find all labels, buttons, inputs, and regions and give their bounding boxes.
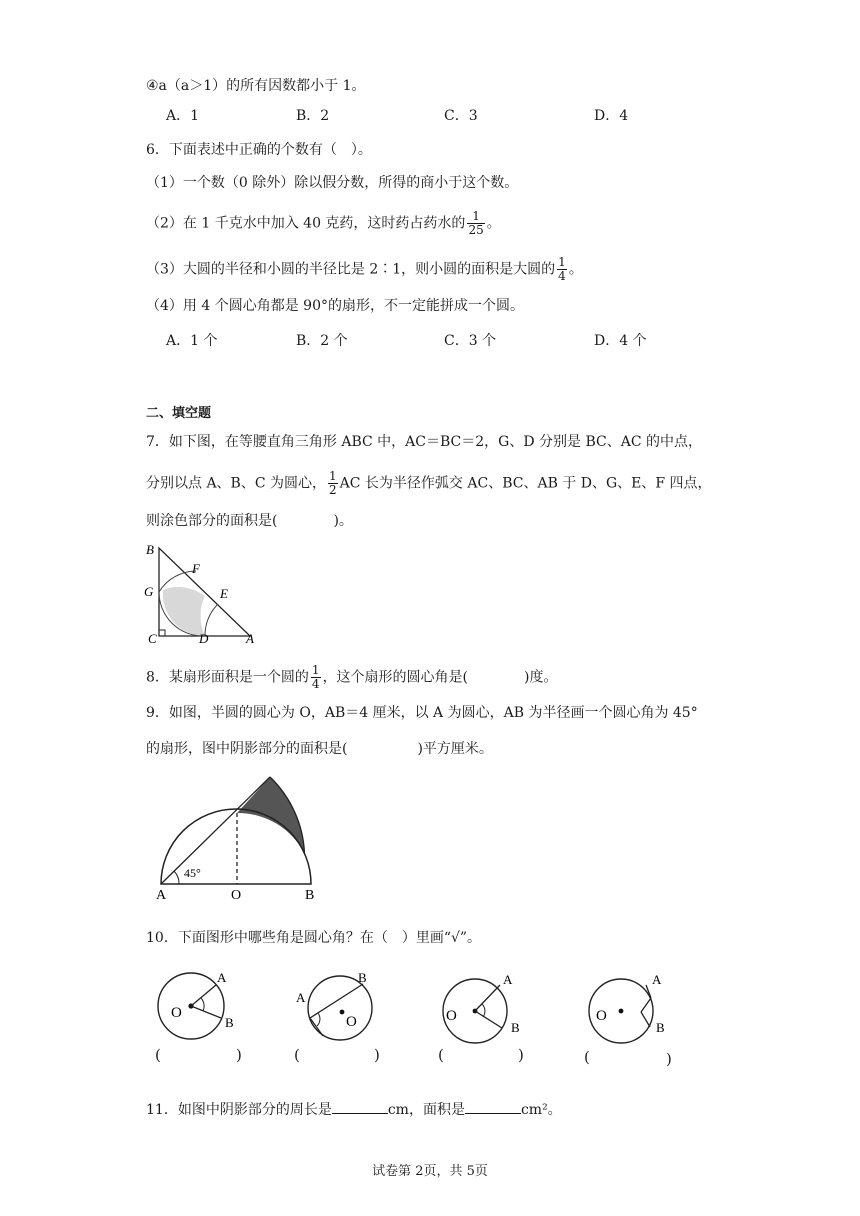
q5-option-c: C．3 — [444, 108, 478, 124]
q9-semicircle-figure — [150, 770, 330, 905]
q6-option-d: D．4 个 — [594, 333, 647, 349]
q5-option-a: A．1 — [166, 108, 200, 124]
svg-text:B: B — [656, 1020, 665, 1035]
angle-label: 45° — [184, 866, 201, 880]
q7-line-2: 分别以点 A、B、C 为圆心， $\frac{1}{2}$ AC 长为半径作弧交 AC、BC、AB 于 D、G、E、F 四点， — [146, 469, 712, 497]
q5-option-d: D．4 — [594, 108, 629, 124]
q5-option-b: B．2 — [296, 108, 330, 124]
radius-line — [161, 777, 270, 884]
answer-paren-1-right: ) — [236, 1046, 242, 1064]
svg-text:B: B — [511, 1020, 520, 1035]
q6-statement-1: （1）一个数（0 除外）除以假分数，所得的商小于这个数。 — [146, 175, 519, 191]
answer-paren-2-left: ( — [294, 1046, 300, 1064]
q7-line-3: 则涂色部分的面积是( )。 — [146, 513, 353, 529]
circle-figure-3 — [443, 972, 520, 1043]
q10-stem: 10．下面图形中哪些角是圆心角？在（ ）里画“√”。 — [146, 930, 482, 946]
label-c: C — [148, 631, 157, 646]
area-blank[interactable] — [465, 1099, 521, 1114]
label-e: E — [220, 586, 228, 601]
q6-statement-2: （2）在 1 千克水中加入 40 克药，这时药占药水的 $\frac{1}{25}$ 。 — [146, 209, 501, 237]
svg-text:B: B — [358, 970, 367, 985]
q6-statement-4: （4）用 4 个圆心角都是 90°的扇形，不一定能拼成一个圆。 — [146, 298, 524, 314]
answer-paren-3-left: ( — [438, 1046, 444, 1064]
shaded-region — [163, 587, 205, 636]
label-g: G — [144, 584, 154, 599]
svg-text:A: A — [503, 972, 513, 987]
answer-paren-1-left: ( — [155, 1046, 161, 1064]
section-title: 二、填空题 — [146, 406, 212, 421]
fraction: $\frac{1}{25}$ — [468, 209, 484, 237]
svg-text:O: O — [596, 1008, 607, 1024]
answer-paren-4-left: ( — [584, 1048, 590, 1066]
fraction: $\frac{1}{4}$ — [558, 255, 566, 283]
angle-arc — [174, 871, 179, 884]
answer-paren-3-right: ) — [518, 1046, 524, 1064]
label-d: D — [199, 631, 209, 646]
label-f: F — [192, 561, 200, 576]
q11-line: 11．如图中阴影部分的周长是 cm，面积是 cm²。 — [146, 1099, 562, 1120]
label-a: A — [156, 888, 167, 903]
svg-text:B: B — [225, 1015, 234, 1030]
answer-paren-2-right: ) — [374, 1046, 380, 1064]
q5-item4: ④a（a＞1）的所有因数都小于 1。 — [146, 78, 366, 94]
label-b: B — [305, 888, 315, 903]
page-footer: 试卷第 2页，共 5页 — [372, 1164, 488, 1179]
label-o: O — [231, 888, 242, 903]
svg-text:O: O — [446, 1008, 457, 1024]
q8-line: 8．某扇形面积是一个圆的 $\frac{1}{4}$ ，这个扇形的圆心角是( )度。 — [146, 663, 558, 691]
svg-text:A: A — [217, 970, 227, 985]
circle-figure-4 — [589, 972, 665, 1043]
q10-circles-figure — [150, 966, 680, 1078]
shaded-region — [237, 777, 305, 854]
q6-statement-3: （3）大圆的半径和小圆的半径比是 2∶1，则小圆的面积是大圆的 $\frac{1}{4}$ 。 — [146, 255, 583, 283]
q7-triangle-figure — [140, 540, 270, 646]
label-b: B — [146, 542, 154, 557]
q6-option-c: C．3 个 — [444, 333, 497, 349]
svg-text:A: A — [652, 972, 662, 987]
circle-figure-2 — [296, 970, 372, 1040]
q6-stem: 6．下面表述中正确的个数有（ ）。 — [146, 142, 372, 158]
svg-text:O: O — [171, 1005, 182, 1021]
q6-option-b: B．2 个 — [296, 333, 348, 349]
fraction: $\frac{1}{4}$ — [311, 663, 320, 691]
right-angle-mark — [159, 630, 165, 636]
svg-text:A: A — [296, 990, 306, 1005]
svg-text:O: O — [346, 1014, 357, 1030]
circle-figure-1 — [158, 970, 234, 1039]
q9-line-1: 9．如图，半圆的圆心为 O，AB＝4 厘米，以 A 为圆心，AB 为半径画一个圆心角为 45° — [146, 705, 698, 721]
q7-line-1: 7．如下图，在等腰直角三角形 ABC 中，AC＝BC＝2，G、D 分别是 BC、AC 的中点， — [146, 434, 703, 450]
answer-paren-4-right: ) — [666, 1050, 672, 1068]
q9-line-2: 的扇形，图中阴影部分的面积是( )平方厘米。 — [146, 741, 493, 757]
label-a: A — [246, 631, 254, 646]
perimeter-blank[interactable] — [332, 1099, 388, 1114]
q6-option-a: A．1 个 — [166, 333, 218, 349]
fraction: $\frac{1}{2}$ — [329, 469, 337, 497]
